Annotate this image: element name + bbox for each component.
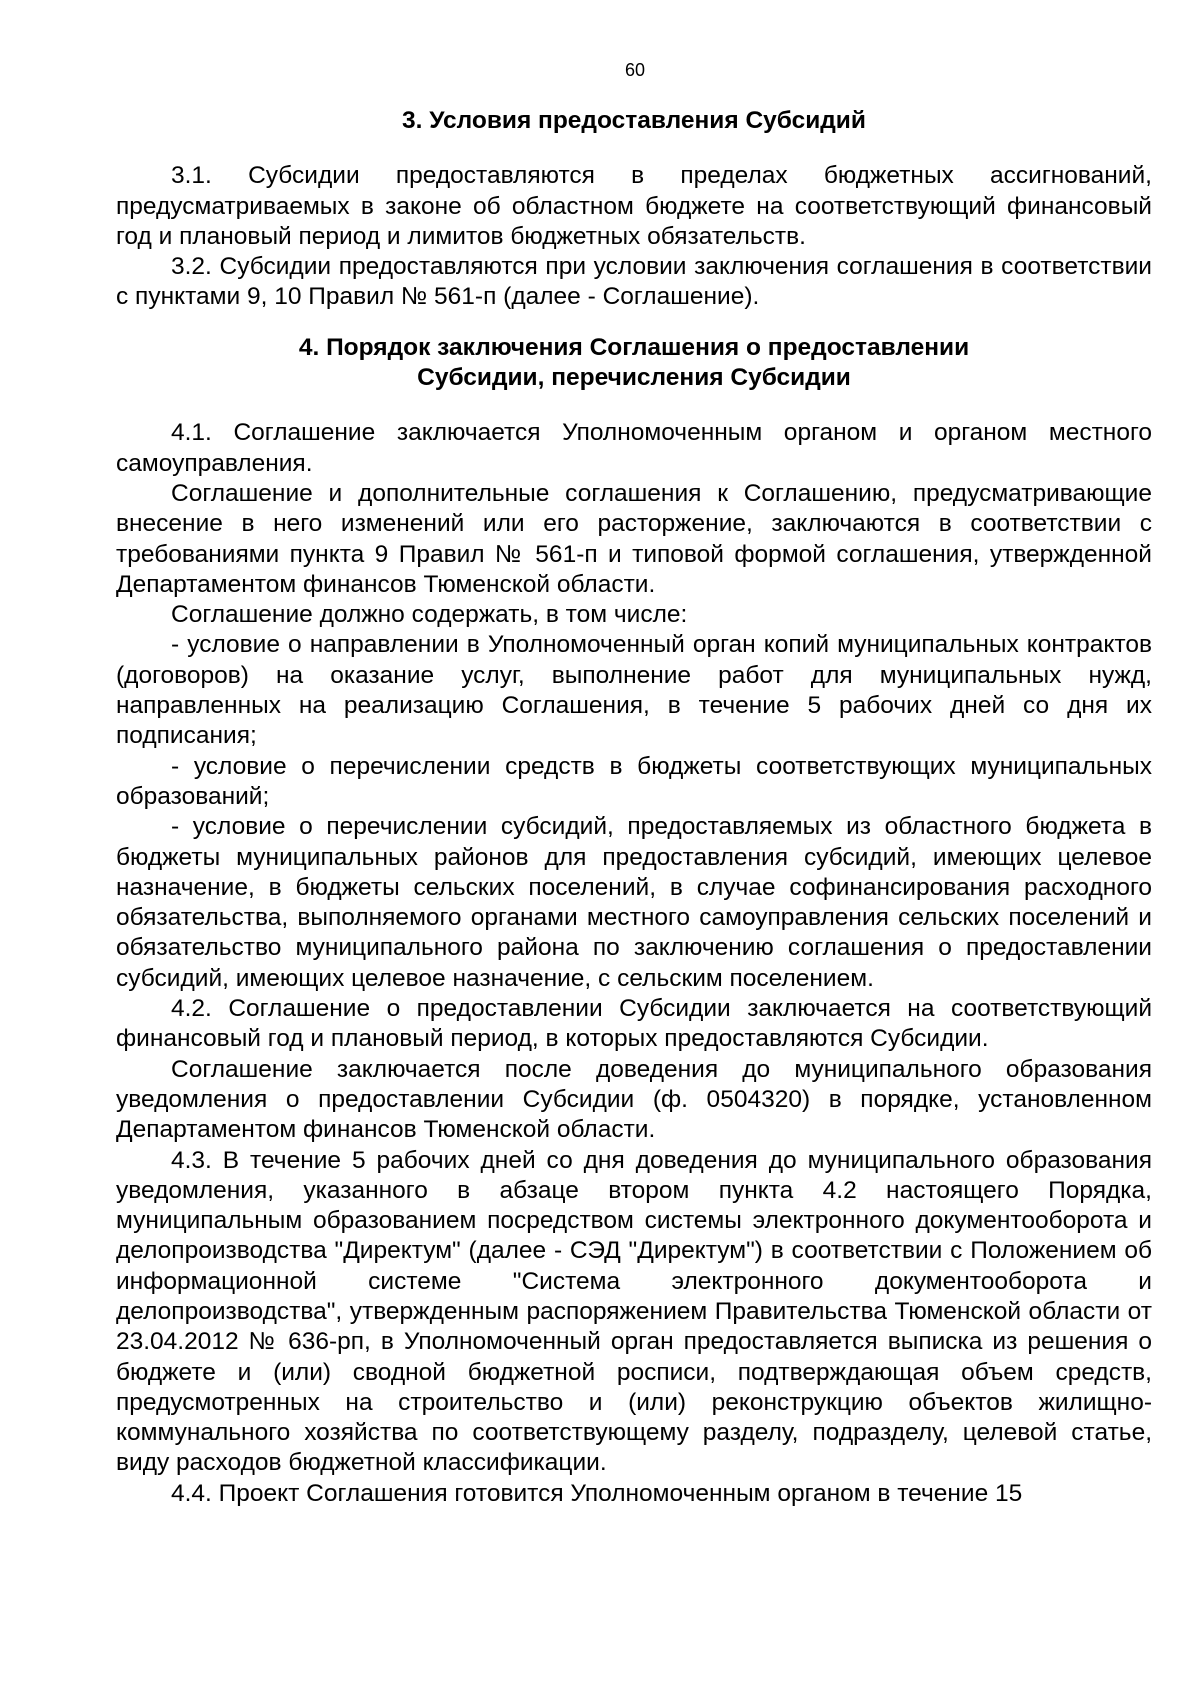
paragraph-4-1-agreements: Соглашение и дополнительные соглашения к Соглашению, предусматривающие внесение в него изменений или его расторжение, заключаются в соответствии с требованиями пункта 9 Правил № 561-п и типовой формой соглашения, утвержденной Департаментом финансов Тюменской области. [116, 479, 1152, 598]
section-4-title-line-2: Субсидии, перечисления Субсидии [417, 364, 851, 392]
paragraph-4-1-contents: Соглашение должно содержать, в том числе: [171, 601, 688, 629]
list-item-transfer-funds: - условие о перечислении средств в бюджеты соответствующих муниципальных образований; [116, 752, 1152, 810]
paragraph-4-3: 4.3. В течение 5 рабочих дней со дня доведения до муниципального образования уведомления, указанного в абзаце втором пункта 4.2 настоящего Порядка, муниципальным образованием посредством системы электронного документооборота и делопроизводства "Директум" (далее - СЭД "Директум") в соответствии с Положением об информационной системе "Система электронного документооборота и делопроизводства", утвержденным распоряжением Правительства Тюменской области от 23.04.2012 № 636-рп, в Уполномоченный орган предоставляется выписка из решения о бюджете и (или) сводной бюджетной росписи, подтверждающая объем средств, предусмотренных на строительство и (или) реконструкцию объектов жилищно-коммунального хозяйства по соответствующему разделу, подразделу, целевой статье, виду расходов бюджетной классификации. [116, 1146, 1152, 1477]
paragraph-4-1: 4.1. Соглашение заключается Уполномоченным органом и органом местного самоуправления. [116, 419, 1152, 477]
paragraph-4-2: 4.2. Соглашение о предоставлении Субсидии заключается на соответствующий финансовый год и плановый период, в которых предоставляются Субсидии. [116, 995, 1152, 1053]
paragraph-4-2-notice: Соглашение заключается после доведения до муниципального образования уведомления о предоставлении Субсидии (ф. 0504320) в порядке, установленном Департаментом финансов Тюменской области. [116, 1055, 1152, 1144]
paragraph-3-1: 3.1. Субсидии предоставляются в пределах бюджетных ассигнований, предусматриваемых в законе об областном бюджете на соответствующий финансовый год и плановый период и лимитов бюджетных обязательств. [116, 162, 1152, 250]
document-body [116, 106, 1152, 1509]
section-3-title: 3. Условия предоставления Субсидий [402, 107, 866, 134]
paragraph-3-2: 3.2. Субсидии предоставляются при условии заключения соглашения в соответствии с пунктами 9, 10 Правил № 561-п (далее - Соглашение). [116, 253, 1152, 311]
list-item-contracts: - условие о направлении в Уполномоченный орган копий муниципальных контрактов (договоров) на оказание услуг, выполнение работ для муниципальных нужд, направленных на реализацию Соглашения, в течение 5 рабочих дней со дня их подписания; [116, 631, 1152, 750]
paragraph-4-4: 4.4. Проект Соглашения готовится Уполномоченным органом в течение 15 [171, 1479, 1023, 1507]
section-4-title-line-1: 4. Порядок заключения Соглашения о предоставлении [298, 333, 970, 361]
list-item-transfer-subsidies: - условие о перечислении субсидий, предоставляемых из областного бюджета в бюджеты муниципальных районов для предоставления субсидий, имеющих целевое назначение, в бюджеты сельских поселений, в случае софинансирования расходного обязательства, выполняемого органами местного самоуправления сельских поселений и обязательство муниципального района по заключению соглашения о предоставлении субсидий, имеющих целевое назначение, с сельским поселением. [116, 813, 1152, 992]
section-4-title [116, 333, 1152, 394]
page-number: 60 [624, 60, 646, 80]
